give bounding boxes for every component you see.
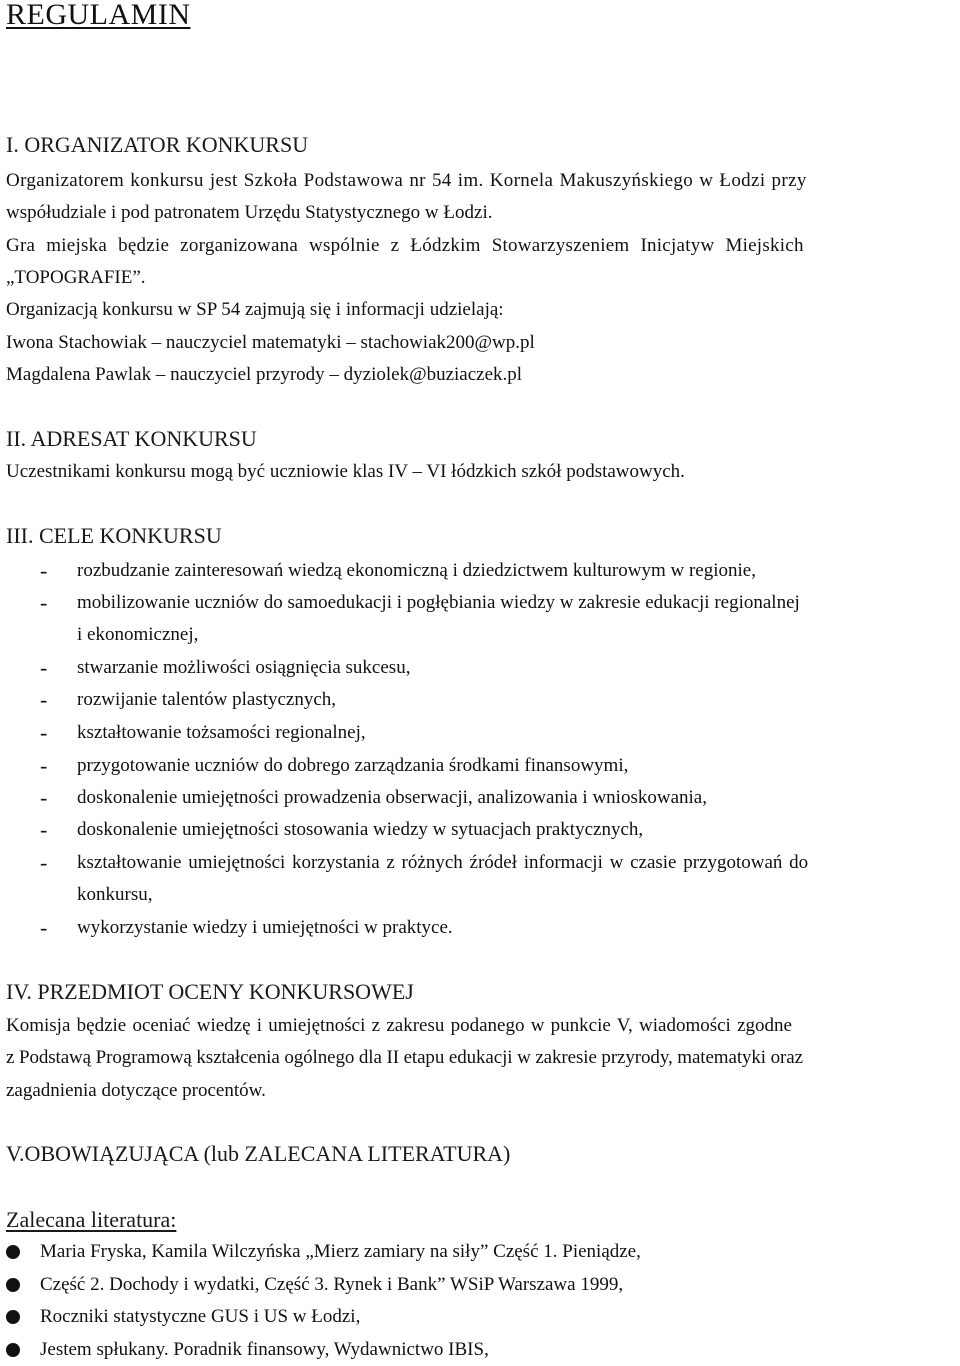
section-1-paragraph-2-line-2: „TOPOGRAFIE”. bbox=[6, 267, 146, 288]
bullet-icon bbox=[6, 1343, 20, 1357]
list-dash: - bbox=[40, 687, 48, 712]
goal-item: rozbudzanie zainteresowań wiedzą ekonomiczną i dziedzictwem kulturowym w regionie, bbox=[77, 560, 756, 581]
document-title: REGULAMIN bbox=[6, 0, 191, 31]
list-dash: - bbox=[40, 785, 48, 810]
city-game-text: Gra miejska będzie zorganizowana wspólnie z Łódzkim Stowarzyszeniem Inicjatyw Miejskich bbox=[6, 235, 804, 256]
literature-item: Maria Fryska, Kamila Wilczyńska „Mierz zamiary na siły” Część 1. Pieniądze, bbox=[40, 1241, 641, 1262]
goal-item: mobilizowanie uczniów do samoedukacji i pogłębiania wiedzy w zakresie edukacji regionalnej bbox=[77, 592, 800, 613]
bullet-icon bbox=[6, 1278, 20, 1292]
list-dash: - bbox=[40, 558, 48, 583]
section-2-text: Uczestnikami konkursu mogą być uczniowie klas IV – VI łódzkich szkół podstawowych. bbox=[6, 461, 685, 482]
section-4-line-2 bbox=[6, 1046, 960, 1070]
section-5-heading: V.OBOWIĄZUJĄCA (lub ZALECANA LITERATURA) bbox=[6, 1141, 511, 1166]
goal-item bbox=[77, 851, 808, 875]
section-1-heading: I. ORGANIZATOR KONKURSU bbox=[6, 132, 309, 157]
goal-item: doskonalenie umiejętności prowadzenia obserwacji, analizowania i wnioskowania, bbox=[77, 787, 707, 808]
section-1-paragraph-3: Organizacją konkursu w SP 54 zajmują się i informacji udzielają: bbox=[6, 299, 504, 320]
goal-item: kształtowanie tożsamości regionalnej, bbox=[77, 722, 366, 743]
goal-item-text: kształtowanie umiejętności korzystania z różnych źródeł informacji w czasie przygotowań do bbox=[77, 852, 809, 873]
section-1-paragraph-2-line-1 bbox=[6, 234, 960, 258]
list-dash: - bbox=[40, 817, 48, 842]
bullet-icon bbox=[6, 1245, 20, 1259]
list-dash: - bbox=[40, 720, 48, 745]
list-dash: - bbox=[40, 590, 48, 615]
literature-item: Roczniki statystyczne GUS i US w Łodzi, bbox=[40, 1306, 361, 1327]
section-2-heading: II. ADRESAT KONKURSU bbox=[6, 426, 257, 451]
literature-item: Część 2. Dochody i wydatki, Część 3. Rynek i Bank” WSiP Warszawa 1999, bbox=[40, 1274, 624, 1295]
literature-item: Jestem spłukany. Poradnik finansowy, Wydawnictwo IBIS, bbox=[40, 1339, 489, 1360]
goal-item: rozwijanie talentów plastycznych, bbox=[77, 689, 337, 710]
section-3-heading: III. CELE KONKURSU bbox=[6, 523, 222, 548]
goal-item: stwarzanie możliwości osiągnięcia sukcesu, bbox=[77, 657, 411, 678]
goal-item: przygotowanie uczniów do dobrego zarządzania środkami finansowymi, bbox=[77, 755, 629, 776]
section-1-paragraph-1-line-1 bbox=[6, 169, 960, 193]
goal-item: wykorzystanie wiedzy i umiejętności w praktyce. bbox=[77, 917, 453, 938]
section-1-paragraph-1-line-2: współudziale i pod patronatem Urzędu Statystycznego w Łodzi. bbox=[6, 202, 493, 223]
goal-item: doskonalenie umiejętności stosowania wiedzy w sytuacjach praktycznych, bbox=[77, 819, 644, 840]
goal-item-continuation: i ekonomicznej, bbox=[77, 624, 199, 645]
goal-item-continuation: konkursu, bbox=[77, 884, 153, 905]
list-dash: - bbox=[40, 915, 48, 940]
section-4-text: Komisja będzie oceniać wiedzę i umiejętności z zakresu podanego w punkcie V, wiadomości zgodne bbox=[6, 1015, 792, 1036]
bullet-icon bbox=[6, 1310, 20, 1324]
list-dash: - bbox=[40, 753, 48, 778]
list-dash: - bbox=[40, 655, 48, 680]
contact-stachowiak: Iwona Stachowiak – nauczyciel matematyki – stachowiak200@wp.pl bbox=[6, 332, 535, 353]
contact-pawlak: Magdalena Pawlak – nauczyciel przyrody – dyziolek@buziaczek.pl bbox=[6, 364, 523, 385]
organizer-text: Organizatorem konkursu jest Szkoła Podstawowa nr 54 im. Kornela Makuszyńskiego w Łodzi przy bbox=[6, 170, 807, 191]
literature-subheading: Zalecana literatura: bbox=[6, 1207, 177, 1232]
section-4-line-3: zagadnienia dotyczące procentów. bbox=[6, 1080, 266, 1101]
section-4-text: z Podstawą Programową kształcenia ogólnego dla II etapu edukacji w zakresie przyrody, matematyki oraz bbox=[6, 1047, 803, 1068]
section-4-line-1 bbox=[6, 1014, 960, 1038]
list-dash: - bbox=[40, 850, 48, 875]
section-4-heading: IV. PRZEDMIOT OCENY KONKURSOWEJ bbox=[6, 979, 414, 1004]
